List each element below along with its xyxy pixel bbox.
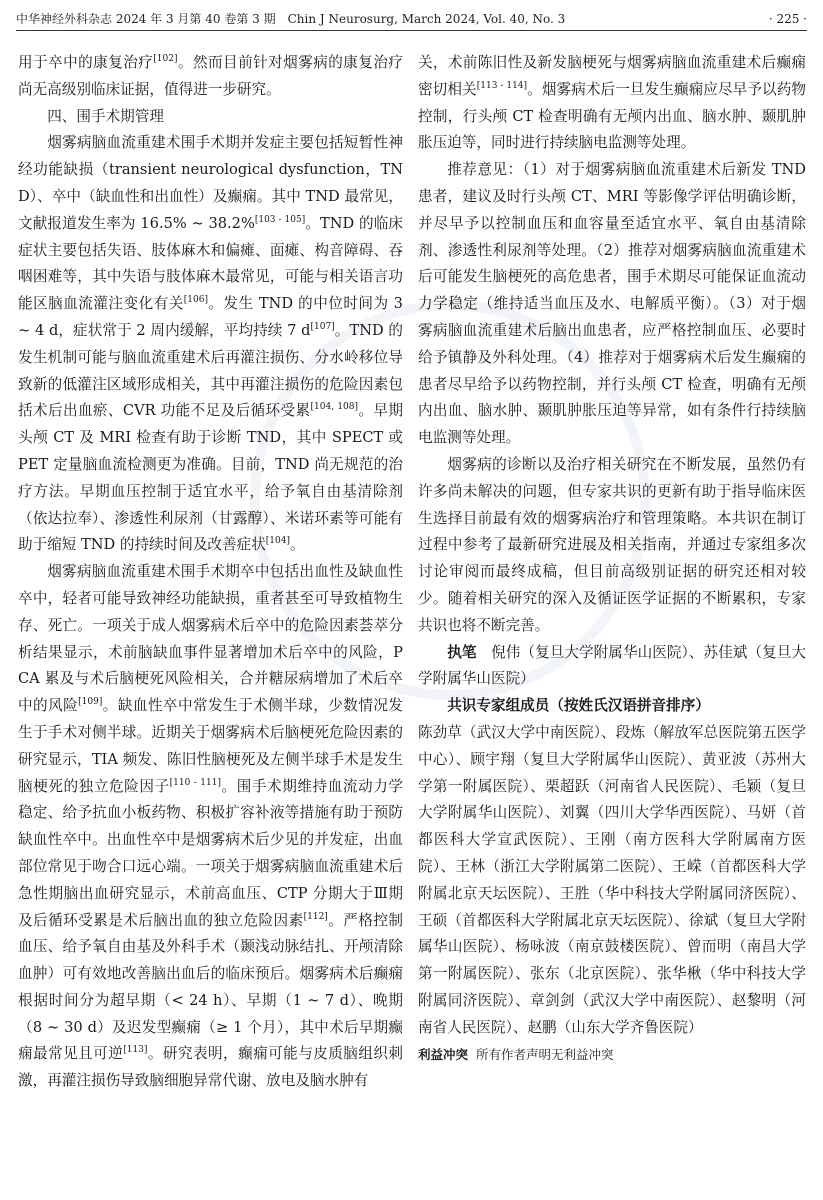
paragraph-recommendations: 推荐意见：（1）对于烟雾病脑血流重建术后新发 TND 患者，建议及时行头颅 CT、MRI 等影像学评估明确诊断，并尽早予以控制血压和血容量至适宜水平、氧自由基清除剂、渗透性利尿剂等处理。（2）推荐对烟雾病脑血流重建术后可能发生脑梗死的高危患者，围手术期尽可能保证血流动力学稳定（维持适当血压及水、电解质平衡）。（3）对于烟雾病脑血流重建术后脑出血患者，应严格控制血压、必要时给予镇静及外科处理。（4）推荐对于烟雾病术后发生癫痫的患者尽早给予以药物控制，并行头颅 CT 检查，明确有无颅内出血、脑水肿、颞肌肿胀压迫等异常，如有条件行持续脑电监测等处理。 bbox=[418, 161, 806, 447]
members-heading: 共识专家组成员（按姓氏汉语拼音排序） bbox=[447, 697, 710, 715]
authors-line: 执笔 倪伟（复旦大学附属华山医院）、苏佳斌（复旦大学附属华山医院） bbox=[418, 643, 806, 688]
citation: [109] bbox=[78, 697, 103, 708]
conflict-of-interest: 利益冲突 所有作者声明无利益冲突 bbox=[418, 1047, 614, 1063]
paragraph-rehab: 用于卒中的康复治疗[102]。然而目前针对烟雾病的康复治疗尚无高级别临床证据，值得进一步研究。 bbox=[18, 54, 403, 98]
section-heading: 四、围手术期管理 bbox=[47, 107, 164, 125]
paragraph-epilepsy: 关，术前陈旧性及新发脑梗死与烟雾病脑血流重建术后癫痫密切相关[113 - 114]。烟雾病术后一旦发生癫痫应尽早予以药物控制，行头颅 CT 检查明确有无颅内出血、脑水肿、颞肌肿胀压迫等，同时进行持续脑电监测等处理。 bbox=[418, 54, 806, 152]
citation: [113 - 114] bbox=[476, 80, 528, 91]
right-column bbox=[418, 50, 806, 1065]
paragraph-conclusion: 烟雾病的诊断以及治疗相关研究在不断发展，虽然仍有许多尚未解决的问题，但专家共识的更新有助于指导临床医生选择目前最有效的烟雾病治疗和管理策略。本共识在制订过程中参考了最新研究进展及相关指南，并通过专家组多次讨论审阅而最终成稿，但目前高级别证据的研究还相对较少。随着相关研究的深入及循证医学证据的不断累积，专家共识也将不断完善。 bbox=[418, 455, 806, 634]
citation: [104, 108] bbox=[310, 402, 359, 413]
members-list: 陈劲草（武汉大学中南医院）、段炼（解放军总医院第五医学中心）、顾宇翔（复旦大学附属华山医院）、黄亚波（苏州大学第一附属医院）、栗超跃（河南省人民医院）、毛颖（复旦大学附属华山医院）、刘翼（四川大学华西医院）、马妍（首都医科大学宣武医院）、王刚（南方医科大学附属南方医院）、王林（浙江大学附属第二医院）、王嵘（首都医科大学附属北京天坛医院）、王胜（华中科技大学附属同济医院）、王硕（首都医科大学附属北京天坛医院）、徐斌（复旦大学附属华山医院）、杨咏波（南京鼓楼医院）、曾而明（南昌大学第一附属医院）、张东（北京医院）、张华楸（华中科技大学附属同济医院）、章剑剑（武汉大学中南医院）、赵黎明（河南省人民医院）、赵鹏（山东大学齐鲁医院） bbox=[418, 723, 806, 1036]
authors-label: 执笔 bbox=[447, 643, 477, 661]
citation: [110 - 111] bbox=[169, 777, 221, 788]
paragraph-tnd: 烟雾病脑血流重建术围手术期并发症主要包括短暂性神经功能缺损（transient neurological dysfunction，TND）、卒中（缺血性和出血性）及癫痫。其中 TND 最常见，文献报道发生率为 16.5% ~ 38.2%[103 - 105]。TND 的临床症状主要包括失语、肢体麻木和偏瘫、面瘫、构音障碍、吞咽困难等，其中失语与肢体麻木最常见，可能与相关语言功能区脑血流灌注变化有关[106]。发生 TND 的中位时间为 3 ~ 4 d，症状常于 2 周内缓解，平均持续 7 d[107]。TND 的发生机制可能与脑血流重建术后再灌注损伤、分水岭移位导致新的低灌注区域形成相关，其中再灌注损伤的危险因素包括术后出血瘀、CVR 功能不足及后循环受累[104, 108]。早期头颅 CT 及 MRI 检查有助于诊断 TND，其中 SPECT 或 PET 定量脑血流检测更为准确。目前，TND 尚无规范的治疗方法。早期血压控制于适宜水平，给予氧自由基清除剂（依达拉奉）、渗透性利尿剂（甘露醇）、米诺环素等可能有助于缩短 TND 的持续时间及改善症状[104]。 bbox=[18, 134, 403, 554]
citation: [107] bbox=[310, 322, 335, 333]
citation: [112] bbox=[303, 911, 328, 922]
page-number: · 225 · bbox=[768, 12, 807, 26]
running-header bbox=[16, 8, 807, 31]
citation: [103 - 105] bbox=[254, 214, 306, 225]
citation: [102] bbox=[153, 54, 178, 65]
paragraph-stroke: 烟雾病脑血流重建术围手术期卒中包括出血性及缺血性卒中，轻者可能导致神经功能缺损，重者甚至可导致植物生存、死亡。一项关于成人烟雾病术后卒中的危险因素荟萃分析结果显示，术前脑缺血事件显著增加术后卒中的风险，PCA 累及与术后脑梗死风险相关，合并糖尿病增加了术后卒中的风险[109]。缺血性卒中常发生于术侧半球，少数情况发生于手术对侧半球。近期关于烟雾病术后脑梗死危险因素的研究显示，TIA 频发、陈旧性脑梗死及左侧半球手术是发生脑梗死的独立危险因子[110 - 111]。围手术期维持血流动力学稳定、给予抗血小板药物、积极扩容补液等措施有助于预防缺血性卒中。出血性卒中是烟雾病术后少见的并发症，出血部位常见于吻合口远心端。一项关于烟雾病脑血流重建术后急性期脑出血研究显示，术前高血压、CTP 分期大于Ⅲ期及后循环受累是术后脑出血的独立危险因素[112]。严格控制血压、给予氧自由基及外科手术（颞浅动脉结扎、开颅清除血肿）可有效地改善脑出血后的临床预后。烟雾病术后癫痫根据时间分为超早期（< 24 h）、早期（1 ~ 7 d）、晚期（8 ~ 30 d）及迟发型癫痫（≥ 1 个月），其中术后早期癫痫最常见且可逆[113]。研究表明，癫痫可能与皮质脑组织刺激，再灌注损伤导致脑细胞异常代谢、放电及脑水肿有 bbox=[18, 563, 403, 1090]
left-column bbox=[18, 50, 403, 1095]
citation: [113] bbox=[123, 1045, 148, 1056]
citation: [106] bbox=[183, 295, 208, 306]
citation: [104] bbox=[265, 536, 290, 547]
journal-citation: 中华神经外科杂志 2024 年 3 月第 40 卷第 3 期 Chin J Neurosurg, March 2024, Vol. 40, No. 3 bbox=[16, 12, 566, 26]
